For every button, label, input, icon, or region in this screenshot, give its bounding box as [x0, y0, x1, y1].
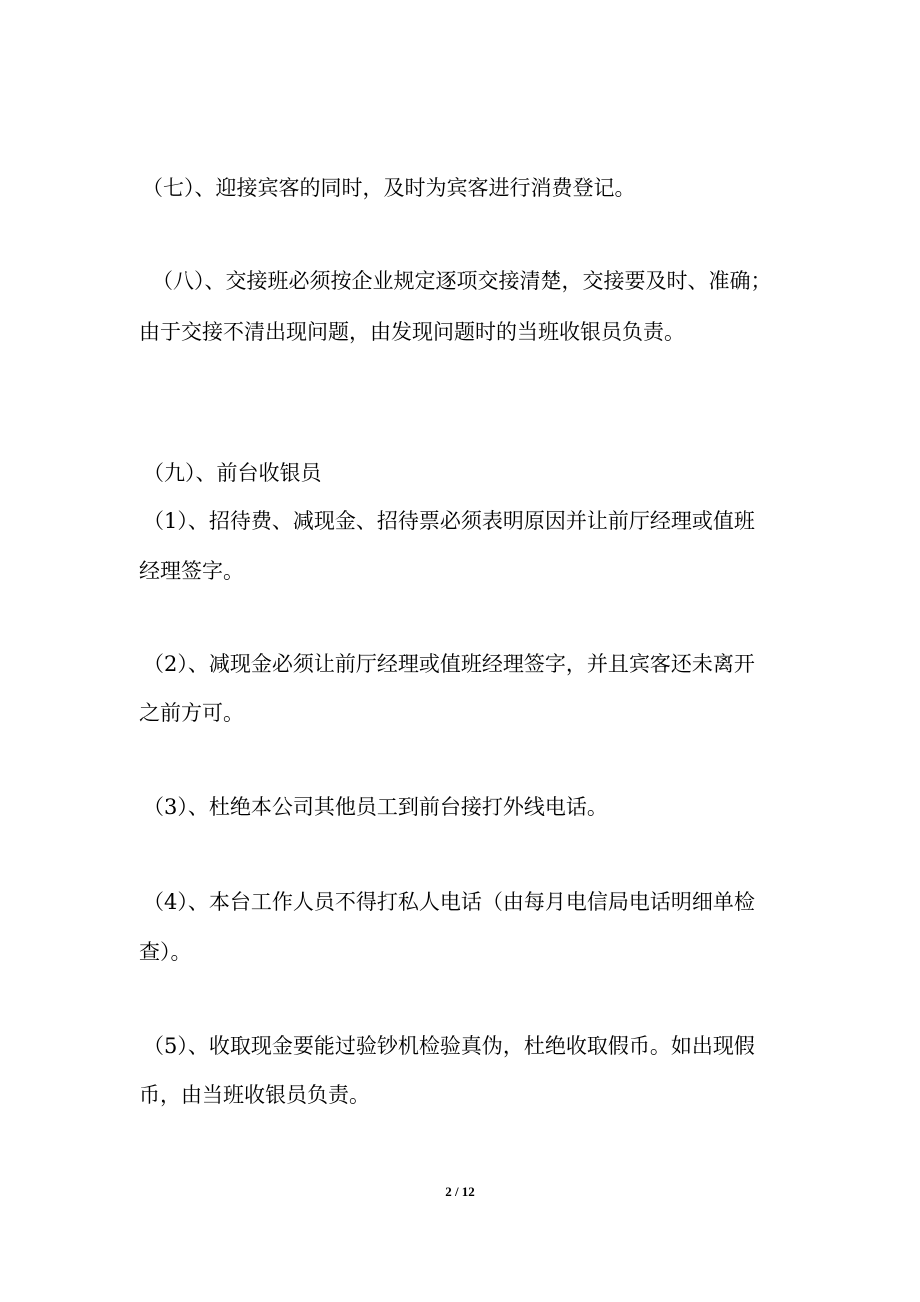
item-5-line-1: （5）、收取现金要能过验钞机检验真伪，杜绝收取假币。如出现假	[143, 1034, 755, 1058]
section-8-line-2: 由于交接不清出现问题，由发现问题时的当班收银员负责。	[139, 320, 685, 344]
item-2-line-1: （2）、减现金必须让前厅经理或值班经理签字，并且宾客还未离开	[143, 652, 755, 676]
section-8-line-1: （八）、交接班必须按企业规定逐项交接清楚，交接要及时、准确；	[152, 269, 772, 293]
section-7-line-1: （七）、迎接宾客的同时，及时为宾客进行消费登记。	[142, 176, 636, 200]
item-5-line-2: 币，由当班收银员负责。	[139, 1083, 370, 1107]
section-9-heading: （九）、前台收银员	[143, 461, 322, 485]
item-1-line-2: 经理签字。	[139, 559, 244, 583]
item-4-line-1: （4）、本台工作人员不得打私人电话（由每月电信局电话明细单检	[143, 890, 755, 914]
item-4-line-2: 查）。	[139, 940, 192, 964]
page-number: 2 / 12	[445, 1184, 475, 1199]
item-1-line-1: （1）、招待费、减现金、招待票必须表明原因并让前厅经理或值班	[143, 509, 755, 533]
item-2-line-2: 之前方可。	[139, 701, 244, 725]
item-3-line-1: （3）、杜绝本公司其他员工到前台接打外线电话。	[143, 795, 608, 819]
